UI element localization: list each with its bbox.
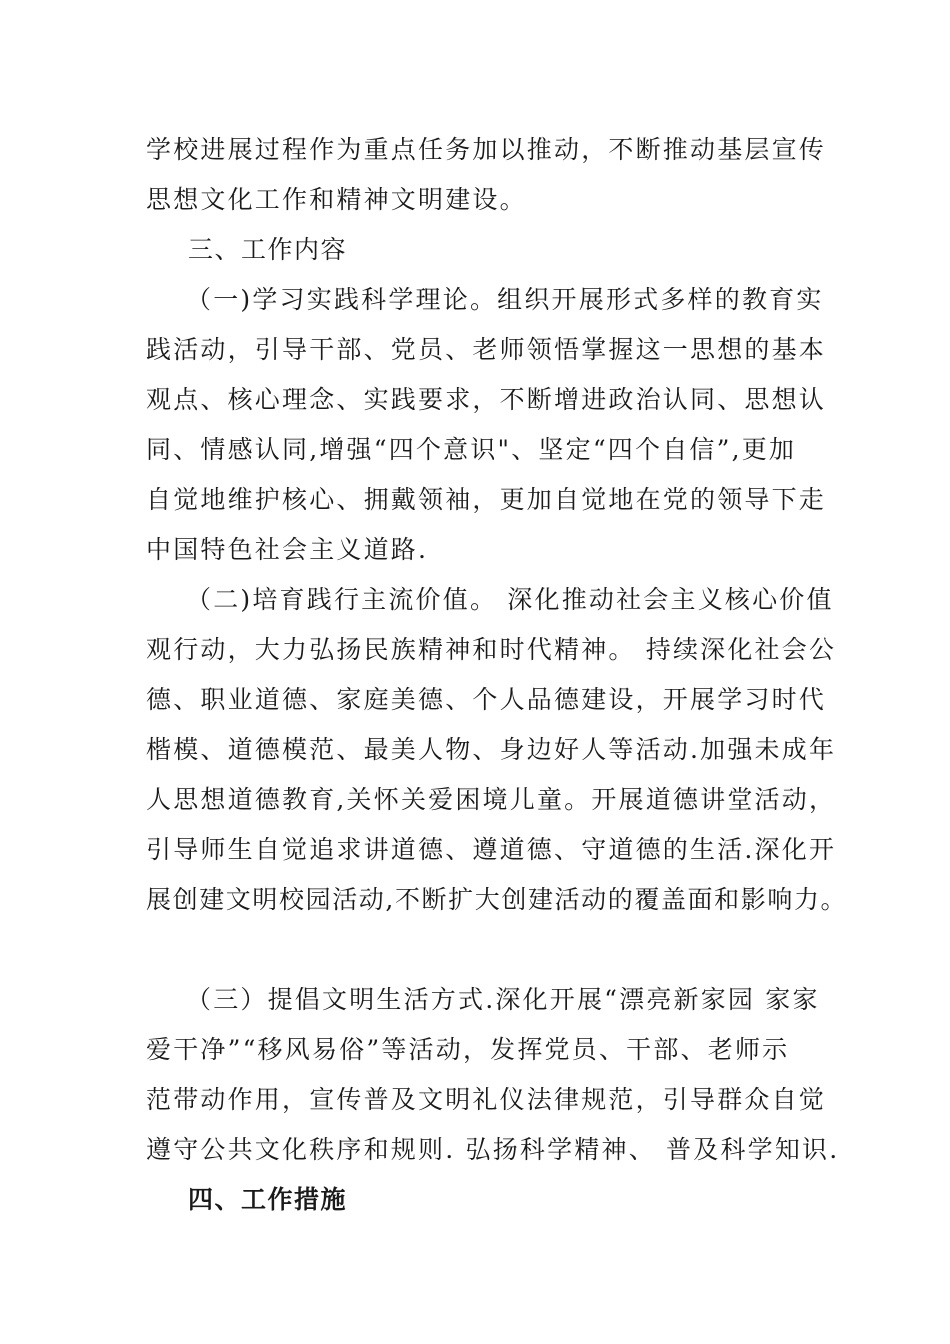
para1-line-3: 观点、核心理念、实践要求，不断增进政治认同、思想认 [146, 385, 827, 414]
para1-line-2: 践活动，引导干部、党员、老师领悟掌握这一思想的基本 [146, 335, 827, 364]
para2-line-7: 展创建文明校园活动,不断扩大创建活动的覆盖面和影响力。 [146, 885, 848, 914]
para3-line-4: 遵守公共文化秩序和规则. 弘扬科学精神、 普及科学知识. [146, 1135, 840, 1164]
para2-line-5: 人思想道德教育,关怀关爱困境儿童。开展道德讲堂活动， [146, 785, 837, 814]
para3-line-1: （三）提倡文明生活方式.深化开展“漂亮新家园 家家 [186, 985, 820, 1014]
para2-line-6: 引导师生自觉追求讲道德、遵道德、守道德的生活.深化开 [146, 835, 837, 864]
para2-line-1: （二)培育践行主流价值。 深化推动社会主义核心价值 [186, 585, 834, 614]
para2-line-2: 观行动，大力弘扬民族精神和时代精神。 持续深化社会公 [146, 635, 837, 664]
para1-line-1: （一)学习实践科学理论。组织开展形式多样的教育实 [186, 285, 824, 314]
para2-line-3: 德、职业道德、家庭美德、个人品德建设，开展学习时代 [146, 685, 827, 714]
para1-line-4: 同、情感认同,增强“四个意识"、坚定“四个自信”,更加 [146, 435, 797, 464]
section-heading-measures: 四、工作措施 [188, 1185, 348, 1214]
section-heading-content: 三、工作内容 [188, 235, 348, 264]
para3-line-3: 范带动作用，宣传普及文明礼仪法律规范，引导群众自觉 [146, 1085, 827, 1114]
intro-line-2: 思想文化工作和精神文明建设。 [146, 185, 527, 214]
para1-line-5: 自觉地维护核心、拥戴领袖，更加自觉地在党的领导下走 [146, 485, 827, 514]
para3-line-2: 爱干净”“移风易俗”等活动，发挥党员、干部、老师示 [146, 1035, 790, 1064]
para1-line-6: 中国特色社会主义道路. [146, 535, 429, 564]
para2-line-4: 楷模、道德模范、最美人物、身边好人等活动.加强未成年 [146, 735, 837, 764]
intro-line-1: 学校进展过程作为重点任务加以推动，不断推动基层宣传 [146, 135, 827, 164]
